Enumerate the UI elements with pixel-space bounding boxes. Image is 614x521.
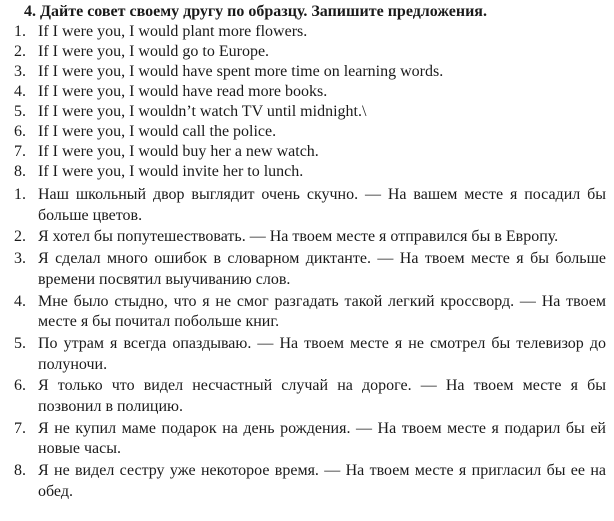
russian-sentence: Мне было стыдно, что я не смог разгадать такой легкий кроссворд. — На твоем месте я бы почитал побольше книг.: [38, 292, 606, 331]
list-item: [4, 461, 608, 502]
english-sentence: If I were you, I would invite her to lunch.: [38, 163, 304, 180]
russian-sentence: Я сделал много ошибок в словарном диктанте. — На твоем месте я бы больше времени посвятил выучиванию слов.: [38, 250, 606, 288]
english-sentence: If I were you, I would plant more flowers.: [38, 23, 308, 40]
list-item: [4, 102, 608, 122]
english-sentence: If I were you, I wouldn’t watch TV until midnight.\: [38, 103, 367, 120]
list-item: [4, 292, 608, 333]
item-number: 5.: [14, 335, 26, 353]
list-item: [4, 122, 608, 142]
list-item: [4, 62, 608, 82]
russian-sentence: Я не купил маме подарок на день рождения. — На твоем месте я подарил бы ей новые часы.: [38, 419, 606, 458]
item-number: 3.: [14, 250, 26, 268]
list-item: [4, 162, 608, 182]
item-number: 4.: [14, 292, 26, 310]
english-sentence: If I were you, I would have spent more time on learning words.: [38, 63, 444, 80]
item-number: 2.: [14, 228, 26, 246]
item-number: 4.: [14, 83, 26, 100]
item-number: 8.: [14, 163, 26, 180]
list-item: [4, 334, 608, 375]
list-item: [4, 42, 608, 62]
task-title: Дайте совет своему другу по образцу. Запишите предложения.: [40, 3, 487, 20]
task-heading: [24, 2, 608, 22]
russian-sentence: Я не видел сестру уже некоторое время. — На твоем месте я пригласил бы ее на обед.: [38, 462, 606, 500]
russian-sentence: Я только что видел несчастный случай на дороге. — На твоем месте я бы позвонил в полицию.: [38, 377, 606, 415]
english-answers-list: [4, 22, 608, 182]
list-item: [4, 185, 608, 226]
task-number: 4.: [24, 3, 36, 20]
russian-sentence: По утрам я всегда опаздываю. — На твоем месте я не смотрел бы телевизор до полуночи.: [38, 335, 606, 373]
english-sentence: If I were you, I would buy her a new watch.: [38, 143, 319, 160]
list-item: [4, 227, 608, 248]
item-number: 7.: [14, 143, 26, 160]
list-item: [4, 249, 608, 290]
list-item: [4, 142, 608, 162]
russian-sentence: Я хотел бы попутешествовать. — На твоем месте я отправился бы в Европу.: [38, 228, 559, 246]
list-item: [4, 376, 608, 417]
item-number: 3.: [14, 63, 26, 80]
item-number: 8.: [14, 462, 26, 480]
list-item: [4, 22, 608, 42]
item-number: 6.: [14, 123, 26, 140]
russian-sentence: Наш школьный двор выглядит очень скучно. — На вашем месте я посадил бы больше цветов.: [38, 186, 606, 224]
item-number: 2.: [14, 43, 26, 60]
english-sentence: If I were you, I would go to Europe.: [38, 43, 270, 60]
list-item: [4, 419, 608, 460]
english-sentence: If I were you, I would have read more books.: [38, 83, 328, 100]
item-number: 6.: [14, 377, 26, 395]
item-number: 7.: [14, 419, 26, 437]
russian-translations-list: [4, 185, 608, 502]
item-number: 1.: [14, 186, 26, 203]
english-sentence: If I were you, I would call the police.: [38, 123, 277, 140]
item-number: 1.: [14, 23, 26, 40]
item-number: 5.: [14, 103, 26, 120]
list-item: [4, 82, 608, 102]
